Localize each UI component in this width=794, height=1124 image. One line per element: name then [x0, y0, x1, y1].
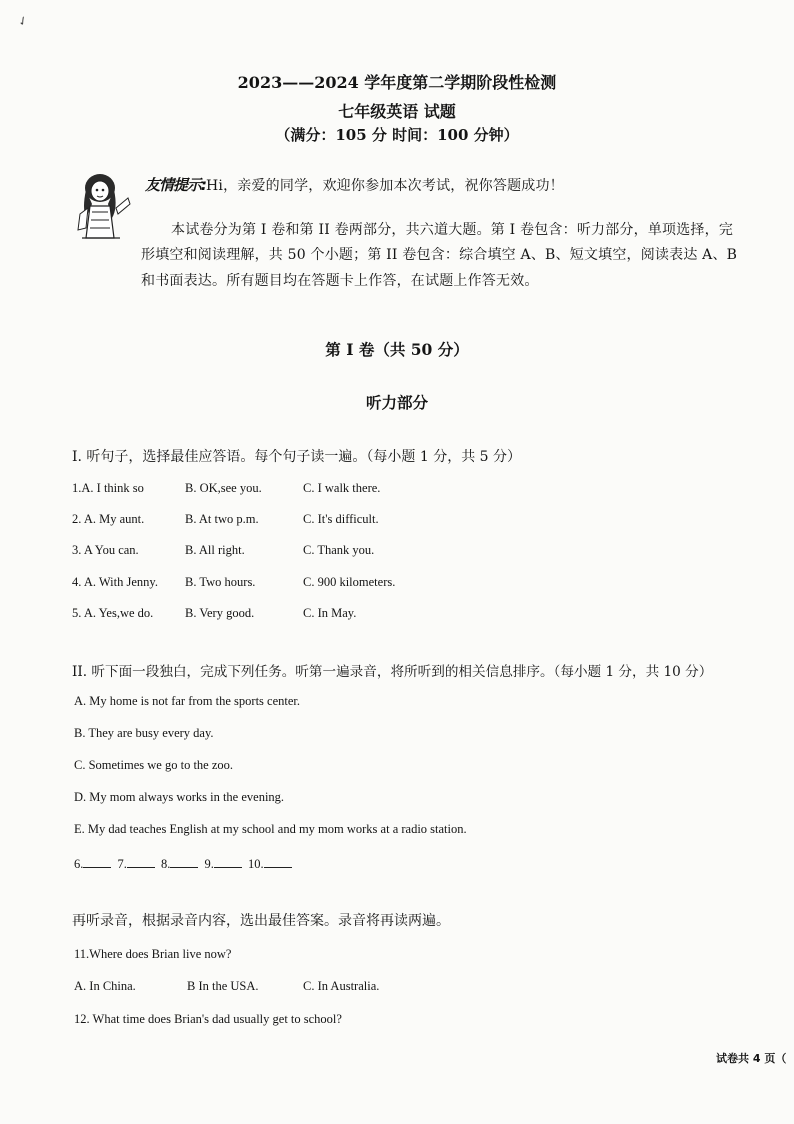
question-2-option-a: 2. A. My aunt.	[72, 512, 145, 526]
blank-9[interactable]	[214, 855, 242, 868]
cartoon-girl-icon	[72, 168, 134, 246]
question-5-option-a: 5. A. Yes,we do.	[72, 606, 154, 620]
question-4-option-a: 4. A. With Jenny.	[72, 575, 158, 589]
question-1-option-a: 1.A. I think so	[72, 481, 144, 495]
friendly-tip	[145, 174, 564, 195]
question-11-option-b: B In the USA.	[187, 979, 259, 993]
part2-sentence-a: A. My home is not far from the sports center.	[74, 694, 300, 708]
question-5-option-c: C. In May.	[303, 606, 357, 620]
blank-10-label: 10.	[248, 857, 264, 871]
part2-sentence-c: C. Sometimes we go to the zoo.	[74, 758, 234, 772]
exam-subtitle: 七年级英语 试题	[338, 102, 456, 121]
part2-sentence-e: E. My dad teaches English at my school and my mom works at a radio station.	[74, 822, 467, 836]
part3-instruction: 再听录音，根据录音内容，选出最佳答案。录音将再读两遍。	[72, 913, 450, 929]
intro-line-1: 本试卷分为第 I 卷和第 II 卷两部分，共六道大题。第 I 卷包含：听力部分，单项选择，完	[171, 222, 734, 238]
question-3-option-a: 3. A You can.	[72, 543, 139, 557]
list-item	[72, 543, 412, 559]
question-4-option-b: B. Two hours.	[185, 575, 256, 589]
question-1-option-b: B. OK,see you.	[185, 481, 262, 495]
pen-mark: ✓	[15, 12, 31, 30]
blank-7[interactable]	[127, 855, 155, 868]
question-11-option-a: A. In China.	[74, 979, 136, 993]
list-item	[72, 481, 412, 497]
blank-6-label: 6.	[74, 857, 84, 871]
blank-10[interactable]	[264, 855, 292, 868]
volume-one-heading: 第 I 卷（共 50 分）	[325, 340, 469, 359]
exam-title: 2023——2024 学年度第二学期阶段性检测	[237, 73, 557, 92]
listening-heading: 听力部分	[365, 393, 428, 412]
page-footer: 试卷共 4 页（	[716, 1052, 787, 1065]
question-3-option-b: B. All right.	[185, 543, 245, 557]
blank-8[interactable]	[170, 855, 198, 868]
question-2-option-c: C. It's difficult.	[303, 512, 379, 526]
question-4-option-c: C. 900 kilometers.	[303, 575, 396, 589]
blank-8-label: 8.	[161, 857, 171, 871]
question-5-option-b: B. Very good.	[185, 606, 255, 620]
part1-instruction: I. 听句子，选择最佳应答语。每个句子读一遍。（每小题 1 分，共 5 分）	[72, 449, 522, 465]
question-3-option-c: C. Thank you.	[303, 543, 375, 557]
question-12: 12. What time does Brian's dad usually get to school?	[74, 1012, 342, 1026]
part2-sentence-d: D. My mom always works in the evening.	[74, 790, 285, 804]
part2-instruction: II. 听下面一段独白，完成下列任务。听第一遍录音，将所听到的相关信息排序。（每小题 1 分，共 10 分）	[72, 664, 713, 680]
blank-6[interactable]	[83, 855, 111, 868]
question-11: 11.Where does Brian live now?	[74, 947, 232, 961]
exam-meta: （满分：105 分 时间：100 分钟）	[275, 126, 519, 144]
intro-line-3: 和书面表达。所有题目均在答题卡上作答，在试题上作答无效。	[141, 273, 539, 289]
tip-label: 友情提示:	[145, 176, 206, 194]
answer-blanks	[74, 855, 295, 872]
list-item	[72, 512, 412, 528]
question-11-options	[74, 979, 414, 995]
blank-9-label: 9.	[204, 857, 214, 871]
blank-7-label: 7.	[117, 857, 127, 871]
list-item	[72, 575, 412, 591]
question-2-option-b: B. At two p.m.	[185, 512, 259, 526]
question-11-option-c: C. In Australia.	[303, 979, 380, 993]
question-1-option-c: C. I walk there.	[303, 481, 381, 495]
list-item	[72, 606, 412, 622]
tip-greeting: Hi，亲爱的同学，欢迎你参加本次考试，祝你答题成功！	[206, 178, 564, 194]
intro-line-2: 形填空和阅读理解，共 50 个小题；第 II 卷包含：综合填空 A、B、短文填空，阅读表达 A、B	[141, 247, 738, 263]
part2-sentence-b: B. They are busy every day.	[74, 726, 214, 740]
